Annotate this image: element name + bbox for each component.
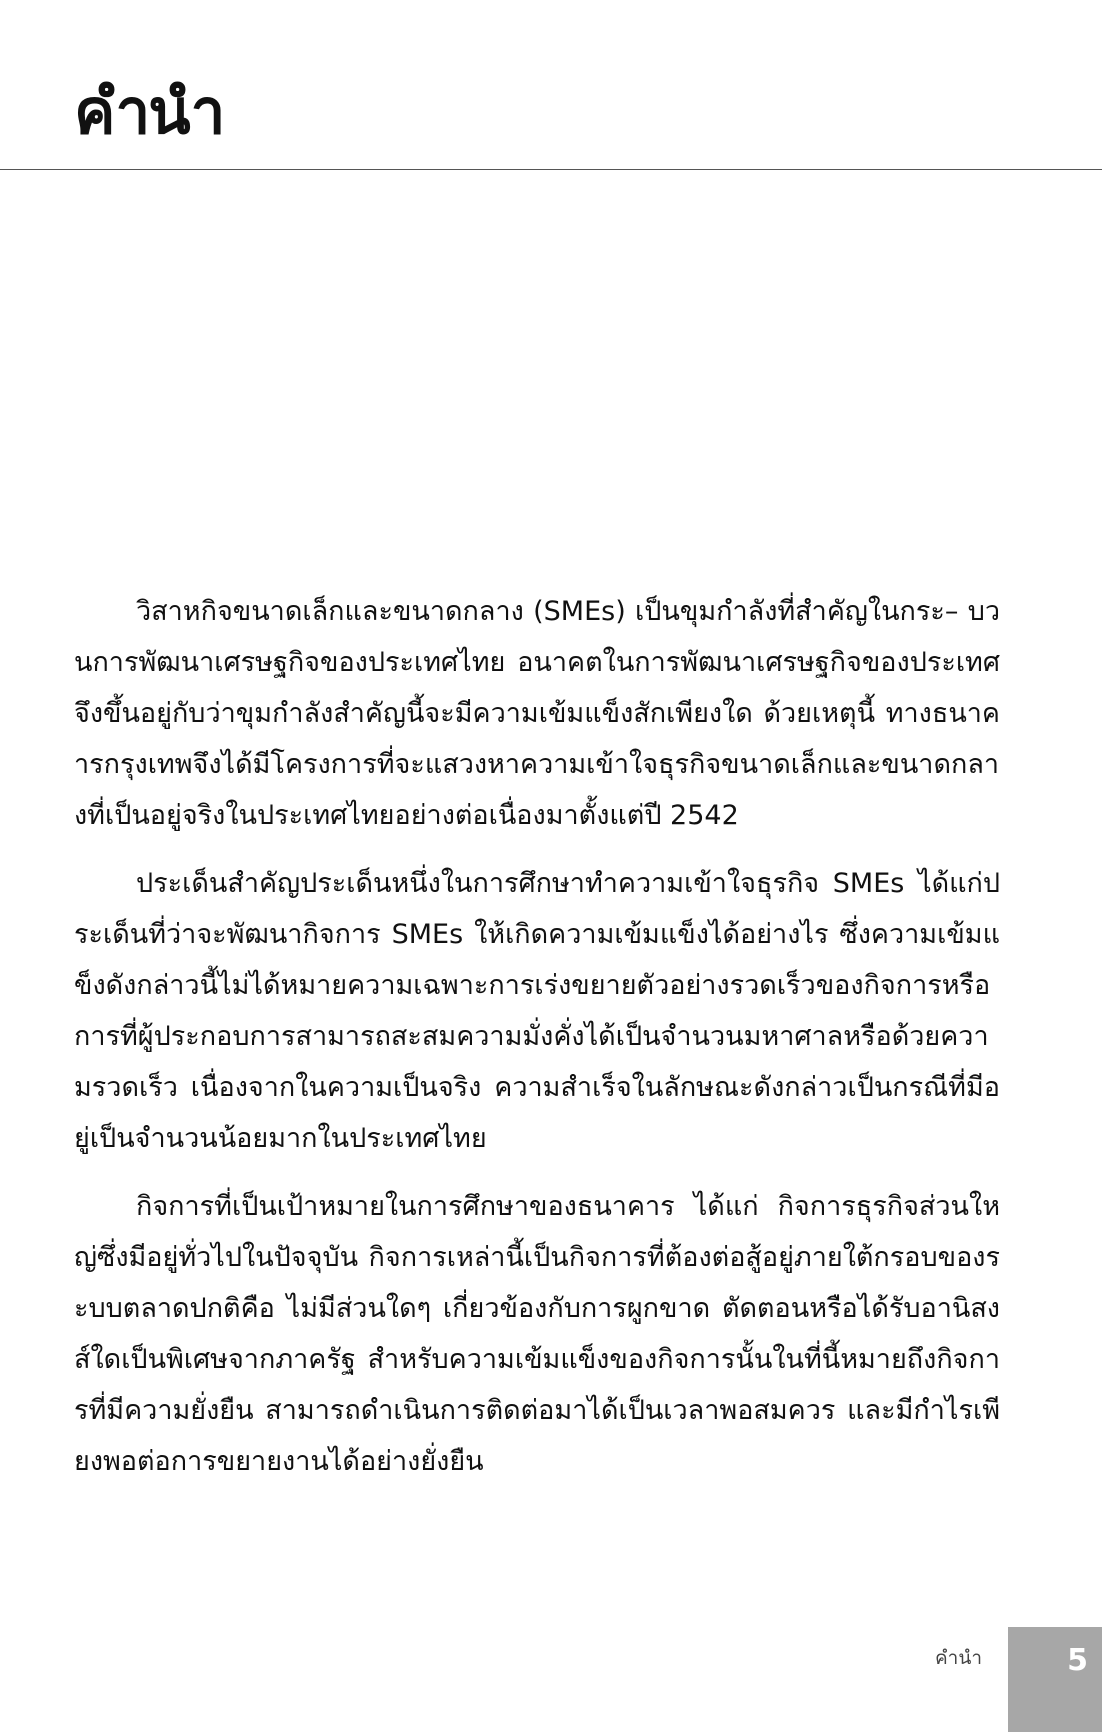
page-number: 5: [1067, 1643, 1088, 1678]
body-text: [74, 586, 1000, 1504]
title-divider: [0, 169, 1102, 170]
paragraph-3: กิจการที่เป็นเป้าหมายในการศึกษาของธนาคาร ได้แก่ กิจการธุรกิจส่วนใหญ่ซึ่งมีอยู่ทั่วไปในปัจจุบัน กิจการเหล่านี้เป็นกิจการที่ต้องต่อสู้อยู่ภายใต้กรอบของระบบตลาดปกติคือ ไม่มีส่วนใดๆ เกี่ยวข้องกับการผูกขาด ตัดตอนหรือได้รับอานิสงส์ใดเป็นพิเศษจากภาครัฐ สำหรับความเข้มแข็งของกิจการนั้นในที่นี้หมายถึงกิจการที่มีความยั่งยืน สามารถดำเนินการติดต่อมาได้เป็นเวลาพอสมควร และมีกำไรเพียงพอต่อการขยายงานได้อย่างยั่งยืน: [74, 1191, 1000, 1477]
paragraph-2: ประเด็นสำคัญประเด็นหนึ่งในการศึกษาทำความเข้าใจธุรกิจ SMEs ได้แก่ประเด็นที่ว่าจะพัฒนากิจการ SMEs ให้เกิดความเข้มแข็งได้อย่างไร ซึ่งความเข้มแข็งดังกล่าวนี้ไม่ได้หมายความเฉพาะการเร่งขยายตัวอย่างรวดเร็วของกิจการหรือการที่ผู้ประกอบการสามารถสะสมความมั่งคั่งได้เป็นจำนวนมหาศาลหรือด้วยความรวดเร็ว เนื่องจากในความเป็นจริง ความสำเร็จในลักษณะดังกล่าวเป็นกรณีที่มีอยู่เป็นจำนวนน้อยมากในประเทศไทย: [74, 868, 1000, 1154]
footer-section-label: คำนำ: [934, 1647, 982, 1669]
page-number-tab: [1008, 1627, 1102, 1732]
paragraph-1: วิสาหกิจขนาดเล็กและขนาดกลาง (SMEs) เป็นขุมกำลังที่สำคัญในกระ– บวนการพัฒนาเศรษฐกิจของประเทศไทย อนาคตในการพัฒนาเศรษฐกิจของประเทศจึงขึ้นอยู่กับว่าขุมกำลังสำคัญนี้จะมีความเข้มแข็งสักเพียงใด ด้วยเหตุนี้ ทางธนาคารกรุงเทพจึงได้มีโครงการที่จะแสวงหาความเข้าใจธุรกิจขนาดเล็กและขนาดกลางที่เป็นอยู่จริงในประเทศไทยอย่างต่อเนื่องมาตั้งแต่ปี 2542: [74, 596, 1000, 831]
page-title: คำนำ: [74, 75, 224, 148]
